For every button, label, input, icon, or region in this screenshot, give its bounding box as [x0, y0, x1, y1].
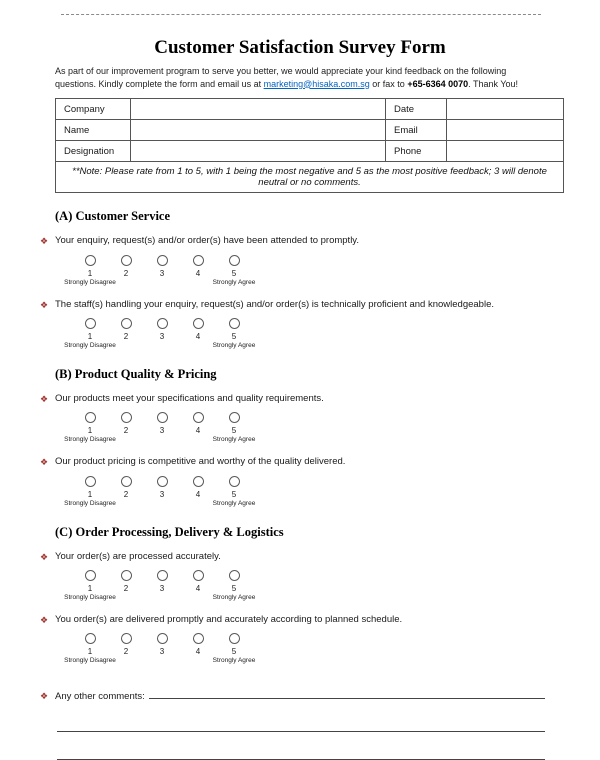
rating-number: 3 — [159, 268, 165, 278]
diamond-bullet-icon: ❖ — [40, 691, 49, 702]
rating-number: 5 — [231, 331, 237, 341]
rating-option — [216, 255, 252, 278]
rating-option — [216, 476, 252, 499]
comments-row — [40, 688, 545, 703]
rating-option — [180, 255, 216, 278]
rating-number: 1 — [87, 647, 93, 657]
comments-line-1[interactable] — [149, 688, 545, 699]
rating-labels — [64, 436, 256, 445]
table-row — [56, 120, 564, 141]
name-input[interactable] — [131, 120, 386, 141]
rating-option — [144, 570, 180, 593]
rating-radio[interactable] — [193, 570, 204, 581]
rating-option — [108, 570, 144, 593]
rating-radio[interactable] — [157, 570, 168, 581]
rating-number: 4 — [195, 331, 201, 341]
table-row — [56, 141, 564, 162]
table-row — [56, 99, 564, 120]
email-link[interactable]: marketing@hisaka.com.sg — [263, 78, 370, 89]
designation-label: Designation — [56, 141, 131, 162]
rating-radio[interactable] — [121, 570, 132, 581]
rating-option — [216, 570, 252, 593]
scale-min-label: Strongly Disagree — [64, 593, 116, 601]
rating-radio[interactable] — [229, 633, 240, 644]
rating-radio[interactable] — [193, 318, 204, 329]
rating-number: 3 — [159, 331, 165, 341]
rating-option — [108, 255, 144, 278]
rating-option — [108, 318, 144, 341]
diamond-bullet-icon: ❖ — [40, 614, 49, 625]
rating-options — [72, 476, 252, 499]
intro-part3: . Thank You! — [468, 78, 519, 89]
question-row — [40, 456, 545, 468]
page-title: Customer Satisfaction Survey Form — [154, 37, 446, 58]
rating-labels — [64, 499, 256, 509]
rating-number: 2 — [123, 647, 129, 657]
rating-number: 5 — [231, 647, 237, 657]
rating-radio[interactable] — [121, 633, 132, 644]
rating-number: 1 — [87, 268, 93, 278]
rating-number: 1 — [87, 489, 93, 499]
rating-options — [72, 633, 252, 656]
question-row — [40, 235, 545, 247]
scale-min-label: Strongly Disagree — [64, 278, 116, 286]
rating-option — [180, 412, 216, 435]
rating-labels — [64, 657, 256, 666]
table-row — [56, 162, 564, 193]
survey-form-page — [0, 14, 600, 760]
rating-number: 2 — [123, 426, 129, 436]
email-input[interactable] — [447, 120, 564, 141]
rating-number: 5 — [231, 268, 237, 278]
rating-radio[interactable] — [157, 633, 168, 644]
rating-radio[interactable] — [85, 633, 96, 644]
rating-scale — [64, 476, 256, 509]
rating-radio[interactable] — [229, 318, 240, 329]
rating-radio[interactable] — [193, 412, 204, 423]
rating-scale — [64, 633, 256, 666]
scale-max-label: Strongly Agree — [212, 436, 256, 444]
rating-scale — [64, 318, 256, 351]
question-row — [40, 551, 545, 563]
diamond-bullet-icon: ❖ — [40, 236, 49, 247]
rating-scale — [64, 255, 256, 288]
rating-number: 4 — [195, 583, 201, 593]
scale-max-label: Strongly Agree — [212, 499, 256, 507]
rating-number: 3 — [159, 583, 165, 593]
rating-option — [216, 633, 252, 656]
rating-number: 1 — [87, 331, 93, 341]
rating-option — [144, 476, 180, 499]
rating-options — [72, 570, 252, 593]
question-text: Your order(s) are processed accurately. — [55, 550, 221, 562]
rating-number: 5 — [231, 583, 237, 593]
question-row — [40, 299, 545, 311]
scale-max-label: Strongly Agree — [212, 593, 256, 601]
rating-radio[interactable] — [229, 476, 240, 487]
scale-max-label: Strongly Agree — [212, 341, 256, 349]
rating-labels — [64, 593, 256, 603]
scale-min-label: Strongly Disagree — [64, 436, 116, 444]
intro-text — [55, 65, 545, 90]
scale-max-label: Strongly Agree — [212, 657, 256, 665]
rating-radio[interactable] — [193, 476, 204, 487]
rating-number: 4 — [195, 647, 201, 657]
section-heading-b: (B) Product Quality & Pricing — [55, 366, 217, 381]
diamond-bullet-icon: ❖ — [40, 393, 49, 404]
rating-radio[interactable] — [157, 318, 168, 329]
scale-min-label: Strongly Disagree — [64, 499, 116, 507]
scale-min-label: Strongly Disagree — [64, 657, 116, 665]
rating-number: 5 — [231, 426, 237, 436]
comments-line-2[interactable] — [57, 731, 545, 732]
rating-option — [72, 476, 108, 499]
rating-note: **Note: Please rate from 1 to 5, with 1 being the most negative and 5 as the most positive feedback; 3 will denote neutral or no comments. — [56, 162, 564, 193]
rating-radio[interactable] — [121, 318, 132, 329]
rating-radio[interactable] — [193, 633, 204, 644]
rating-radio[interactable] — [121, 255, 132, 266]
comments-line-3[interactable] — [57, 759, 545, 760]
rating-number: 2 — [123, 268, 129, 278]
rating-radio[interactable] — [85, 318, 96, 329]
rating-option — [180, 570, 216, 593]
rating-scale — [64, 412, 256, 445]
rating-number: 2 — [123, 489, 129, 499]
rating-radio[interactable] — [121, 476, 132, 487]
rating-option — [216, 412, 252, 435]
date-input[interactable] — [447, 99, 564, 120]
rating-option — [144, 633, 180, 656]
rating-labels — [64, 278, 256, 288]
rating-number: 4 — [195, 426, 201, 436]
question-text: The staff(s) handling your enquiry, request(s) and/or order(s) is technically proficient and knowledgeable. — [55, 298, 494, 310]
question-row — [40, 393, 545, 405]
diamond-bullet-icon: ❖ — [40, 457, 49, 468]
rating-radio[interactable] — [85, 570, 96, 581]
rating-number: 1 — [87, 583, 93, 593]
question-text: Our product pricing is competitive and worthy of the quality delivered. — [55, 456, 346, 468]
date-label: Date — [386, 99, 447, 120]
rating-options — [72, 255, 252, 278]
rating-radio[interactable] — [157, 255, 168, 266]
rating-option — [108, 633, 144, 656]
rating-option — [72, 633, 108, 656]
rating-option — [108, 412, 144, 435]
rating-option — [144, 412, 180, 435]
rating-number: 5 — [231, 489, 237, 499]
intro-part1: As part of our improvement program to serve you better, we would appreciate your kind feedback on the following questions. Kindly complete the form and email us at — [55, 66, 507, 89]
contact-table — [55, 98, 564, 193]
rating-radio[interactable] — [85, 255, 96, 266]
rating-option — [180, 318, 216, 341]
rating-option — [144, 255, 180, 278]
rating-radio[interactable] — [157, 476, 168, 487]
rating-radio[interactable] — [193, 255, 204, 266]
rating-option — [72, 412, 108, 435]
rating-number: 4 — [195, 489, 201, 499]
scale-min-label: Strongly Disagree — [64, 341, 116, 349]
rating-options — [72, 318, 252, 341]
question-row — [40, 614, 545, 626]
rating-radio[interactable] — [229, 570, 240, 581]
rating-number: 2 — [123, 583, 129, 593]
name-label: Name — [56, 120, 131, 141]
rating-option — [180, 633, 216, 656]
phone-input[interactable] — [447, 141, 564, 162]
rating-radio[interactable] — [229, 255, 240, 266]
question-text: Our products meet your specifications and quality requirements. — [55, 392, 324, 404]
rating-option — [144, 318, 180, 341]
company-label: Company — [56, 99, 131, 120]
rating-option — [72, 255, 108, 278]
rating-radio[interactable] — [157, 412, 168, 423]
scale-max-label: Strongly Agree — [212, 278, 256, 286]
rating-scale — [64, 570, 256, 603]
rating-radio[interactable] — [85, 412, 96, 423]
top-dashed-line — [61, 14, 541, 15]
diamond-bullet-icon: ❖ — [40, 551, 49, 562]
rating-options — [72, 412, 252, 435]
rating-option — [216, 318, 252, 341]
rating-number: 3 — [159, 489, 165, 499]
rating-radio[interactable] — [85, 476, 96, 487]
email-label: Email — [386, 120, 447, 141]
question-text: Your enquiry, request(s) and/or order(s) have been attended to promptly. — [55, 235, 359, 247]
rating-radio[interactable] — [229, 412, 240, 423]
rating-number: 4 — [195, 268, 201, 278]
phone-label: Phone — [386, 141, 447, 162]
rating-number: 2 — [123, 331, 129, 341]
section-heading-c: (C) Order Processing, Delivery & Logistics — [55, 524, 284, 539]
rating-labels — [64, 341, 256, 351]
rating-number: 3 — [159, 426, 165, 436]
rating-radio[interactable] — [121, 412, 132, 423]
intro-part2: or fax to — [369, 78, 408, 89]
diamond-bullet-icon: ❖ — [40, 299, 49, 310]
designation-input[interactable] — [131, 141, 386, 162]
question-text: You order(s) are delivered promptly and accurately according to planned schedule. — [55, 613, 403, 625]
section-heading-a: (A) Customer Service — [55, 209, 171, 224]
rating-number: 1 — [87, 426, 93, 436]
phone-number: +65-6364 0070 — [407, 78, 469, 89]
rating-option — [108, 476, 144, 499]
rating-option — [72, 570, 108, 593]
company-input[interactable] — [131, 99, 386, 120]
rating-option — [72, 318, 108, 341]
comments-label: Any other comments: — [55, 691, 145, 703]
rating-number: 3 — [159, 647, 165, 657]
rating-option — [180, 476, 216, 499]
